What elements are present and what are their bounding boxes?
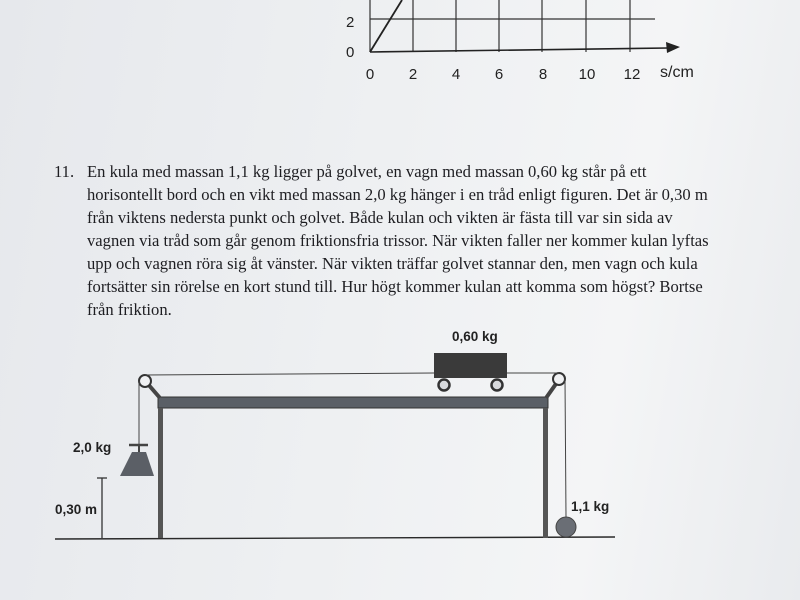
problem-line: upp och vagnen röra sig åt vänster. När vikten träffar golvet stannar den, men vagn och kula <box>87 254 698 273</box>
y-tick-label: 0 <box>346 44 355 61</box>
x-tick-label: 2 <box>408 66 418 83</box>
x-tick-label: 10 <box>578 66 596 83</box>
cart-wheel-right <box>492 380 503 391</box>
ball <box>556 517 576 537</box>
floor-line <box>55 537 615 539</box>
problem-line: En kula med massan 1,1 kg ligger på golvet, en vagn med massan 0,60 kg står på ett <box>87 162 647 181</box>
string-right-vertical <box>565 379 566 517</box>
problem-line: från friktion. <box>87 300 172 319</box>
ball-mass-label: 1,1 kg <box>571 499 610 514</box>
y-tick-label: 2 <box>346 14 355 31</box>
x-tick-label: 0 <box>365 66 375 83</box>
weight-mass-label: 2,0 kg <box>73 440 112 455</box>
x-tick-label: 6 <box>494 66 504 83</box>
x-tick-label: 8 <box>538 66 548 83</box>
problem-line: fortsätter sin rörelse en kort stund till. Hur högt kommer kulan att komma som högst? Bortse <box>87 277 703 296</box>
string-left-horizontal <box>145 373 434 375</box>
left-pulley <box>139 375 151 387</box>
table-leg-left <box>158 408 163 538</box>
cart-body <box>434 353 507 378</box>
problem-number: 11. <box>54 162 75 181</box>
x-tick-label: 4 <box>451 66 461 83</box>
problem-line: från viktens nedersta punkt och golvet. Både kulan och vikten är fästa till var sin sida av <box>87 208 673 227</box>
right-pulley <box>553 373 565 385</box>
problem-line: horisontellt bord och en vikt med massan 2,0 kg hänger i en tråd enligt figuren. Det är 0,30 m <box>87 185 708 204</box>
table-leg-right <box>543 408 548 538</box>
table-top <box>158 397 548 408</box>
weight-block <box>120 452 154 476</box>
height-label: 0,30 m <box>55 502 98 517</box>
x-axis-unit: s/cm <box>660 64 694 81</box>
cart-mass-label: 0,60 kg <box>452 329 498 344</box>
cart-wheel-left <box>439 380 450 391</box>
problem-line: vagnen via tråd som går genom friktionsfria trissor. När vikten faller ner kommer kulan lyftas <box>87 231 709 250</box>
x-tick-label: 12 <box>623 66 641 83</box>
